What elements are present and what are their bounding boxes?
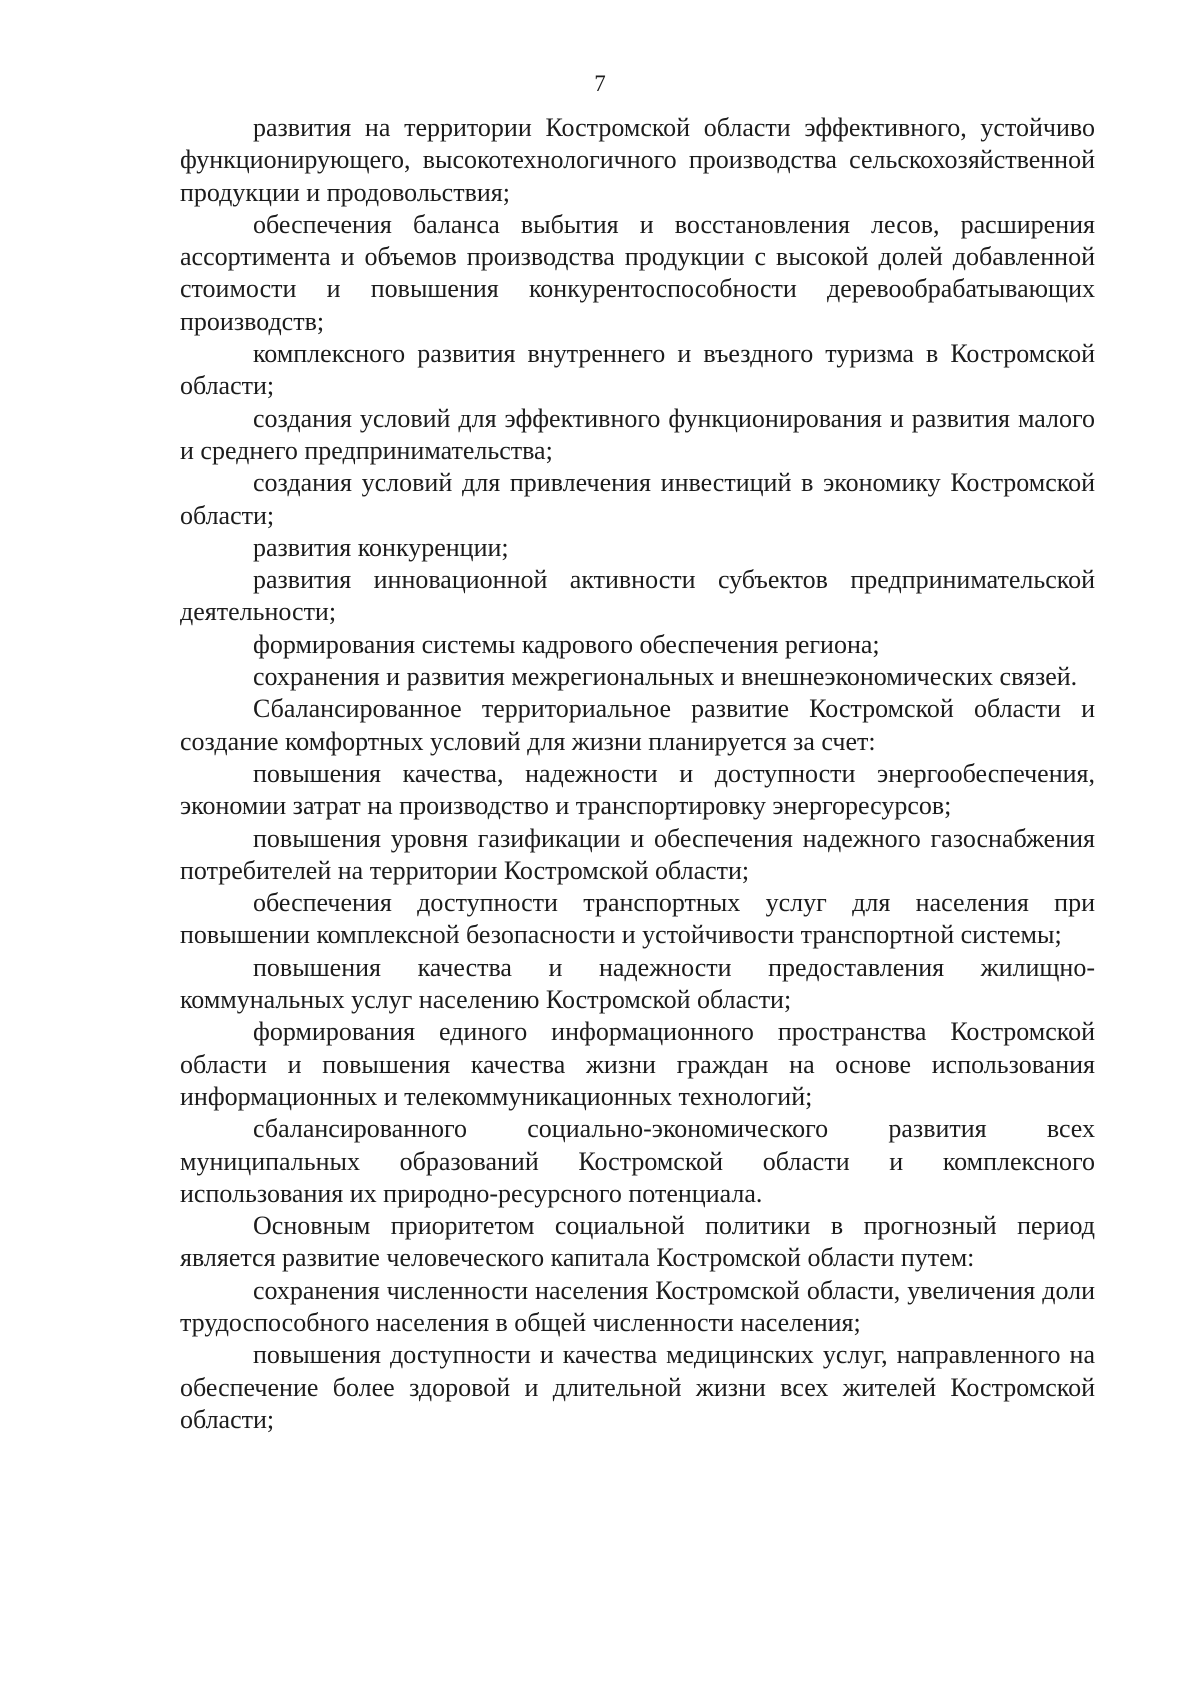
paragraph: повышения доступности и качества медицинских услуг, направленного на обеспечение более здоровой и длительной жизни всех жителей Костромской области;	[180, 1340, 1095, 1434]
paragraph: развития инновационной активности субъектов предпринимательской деятельности;	[180, 565, 1095, 627]
paragraph: комплексного развития внутреннего и въездного туризма в Костромской области;	[180, 339, 1095, 401]
paragraph: сохранения численности населения Костромской области, увеличения доли трудоспособного населения в общей численности населения;	[180, 1275, 1095, 1337]
paragraph: обеспечения баланса выбытия и восстановления лесов, расширения ассортимента и объемов производства продукции с высокой долей добавленной стоимости и повышения конкурентоспособности деревообрабатывающих производств;	[180, 209, 1095, 336]
page-number: 7	[594, 71, 606, 96]
paragraph: сбалансированного социально-экономического развития всех муниципальных образований Костромской области и комплексного использования их природно-ресурсного потенциала.	[180, 1114, 1095, 1208]
paragraph: развития конкуренции;	[253, 532, 509, 562]
paragraph: создания условий для привлечения инвестиций в экономику Костромской области;	[180, 468, 1095, 530]
paragraph: сохранения и развития межрегиональных и внешнеэкономических связей.	[253, 662, 1078, 692]
paragraph: развития на территории Костромской области эффективного, устойчиво функционирующего, высокотехнологичного производства сельскохозяйственной продукции и продовольствия;	[180, 113, 1095, 207]
paragraph: повышения качества и надежности предоставления жилищно-коммунальных услуг населению Костромской области;	[180, 952, 1095, 1015]
document-body	[180, 112, 1095, 1436]
paragraph: Основным приоритетом социальной политики в прогнозный период является развитие человеческого капитала Костромской области путем:	[180, 1211, 1095, 1273]
paragraph: повышения уровня газификации и обеспечения надежного газоснабжения потребителей на территории Костромской области;	[180, 823, 1095, 885]
paragraph: создания условий для эффективного функционирования и развития малого и среднего предпринимательства;	[180, 403, 1095, 465]
paragraph: формирования единого информационного пространства Костромской области и повышения качества жизни граждан на основе использования информационных и телекоммуникационных технологий;	[180, 1017, 1095, 1111]
paragraph: обеспечения доступности транспортных услуг для населения при повышении комплексной безопасности и устойчивости транспортной системы;	[180, 888, 1095, 950]
paragraph: формирования системы кадрового обеспечения региона;	[253, 629, 880, 659]
paragraph: Сбалансированное территориальное развитие Костромской области и создание комфортных условий для жизни планируется за счет:	[180, 694, 1095, 756]
paragraph: повышения качества, надежности и доступности энергообеспечения, экономии затрат на производство и транспортировку энергоресурсов;	[180, 758, 1095, 821]
